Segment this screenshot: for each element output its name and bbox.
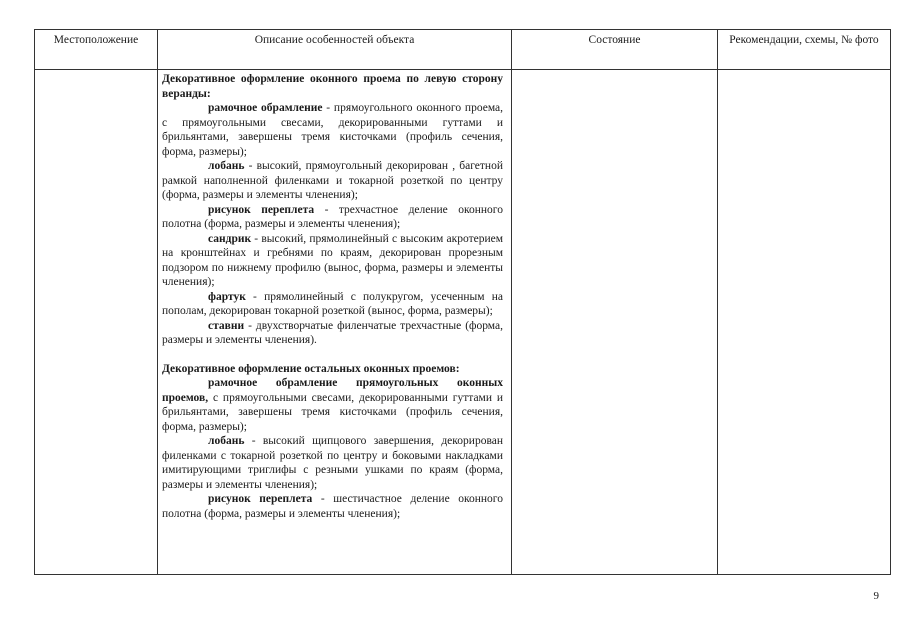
feature-paragraph xyxy=(162,376,503,434)
feature-text: - высокий щипцового завершения, декорирован филенками с токарной розеткой по центру и боковыми накладками имитирующими триглифы с резными ушками по краям (форма, размеры и элементы членения); xyxy=(162,435,503,491)
feature-paragraph xyxy=(162,290,503,319)
feature-term: рамочное обрамление прямоугольных оконных проемов, xyxy=(162,377,503,404)
feature-paragraph xyxy=(162,159,503,203)
feature-paragraph xyxy=(162,203,503,232)
feature-text: - двухстворчатые филенчатые трехчастные (форма, размеры и элементы членения). xyxy=(162,319,503,346)
object-description-table xyxy=(34,29,891,575)
table-row xyxy=(35,70,891,575)
cell-recommendations xyxy=(718,70,891,575)
feature-text: - высокий, прямоугольный декорирован , багетной рамкой наполненной филенками и токарной розеткой по центру (форма, размеры и элементы членения); xyxy=(162,160,503,201)
feature-text: - высокий, прямолинейный с высоким акротерием на кронштейнах и гребнями по краям, декорирован прорезным подзором по нижнему профилю (вынос, форма, размеры и элементы членения); xyxy=(162,232,503,288)
header-recommendations: Рекомендации, схемы, № фото xyxy=(718,30,891,70)
feature-term: сандрик xyxy=(208,232,252,245)
feature-text: - прямолинейный с полукругом, усеченным на пополам, декорирован токарной розеткой (вынос, форма, размеры); xyxy=(162,290,503,317)
header-description: Описание особенностей объекта xyxy=(158,30,512,70)
feature-term: рисунок переплета xyxy=(208,493,313,505)
section-heading-other-windows: Декоративное оформление остальных оконных проемов: xyxy=(162,362,460,375)
header-condition: Состояние xyxy=(512,30,718,70)
section-gap xyxy=(162,348,503,362)
feature-text: - шестичастное деление оконного полотна (форма, размеры и элементы членения); xyxy=(162,493,503,520)
feature-paragraph xyxy=(162,492,503,521)
cell-location xyxy=(35,70,158,575)
feature-paragraph xyxy=(162,101,503,159)
cell-condition xyxy=(512,70,718,575)
feature-term: ставни xyxy=(208,319,245,332)
feature-paragraph xyxy=(162,319,503,348)
feature-term: фартук xyxy=(208,290,246,303)
feature-text: с прямоугольными свесами, декорированными гуттами и брильянтами, завершены тремя кисточками (профиль сечения, форма, размеры); xyxy=(162,391,503,433)
cell-description xyxy=(158,70,512,575)
feature-term: рамочное обрамление xyxy=(208,102,323,114)
section-heading-left-window: Декоративное оформление оконного проема по левую сторону веранды: xyxy=(162,73,503,100)
feature-term: рисунок переплета xyxy=(208,203,315,216)
feature-text: - трехчастное деление оконного полотна (форма, размеры и элементы членения); xyxy=(162,203,503,230)
header-location: Местоположение xyxy=(35,30,158,70)
feature-paragraph xyxy=(162,434,503,492)
feature-paragraph xyxy=(162,232,503,290)
table-header-row xyxy=(35,30,891,70)
feature-text: - прямоугольного оконного проема, с прямоугольными свесами, декорированными гуттами и брильянтами, завершены тремя кисточками (профиль сечения, форма, размеры); xyxy=(162,102,503,158)
feature-term: лобань xyxy=(208,435,245,447)
page-number: 9 xyxy=(873,590,879,602)
feature-term: лобань xyxy=(208,160,245,172)
